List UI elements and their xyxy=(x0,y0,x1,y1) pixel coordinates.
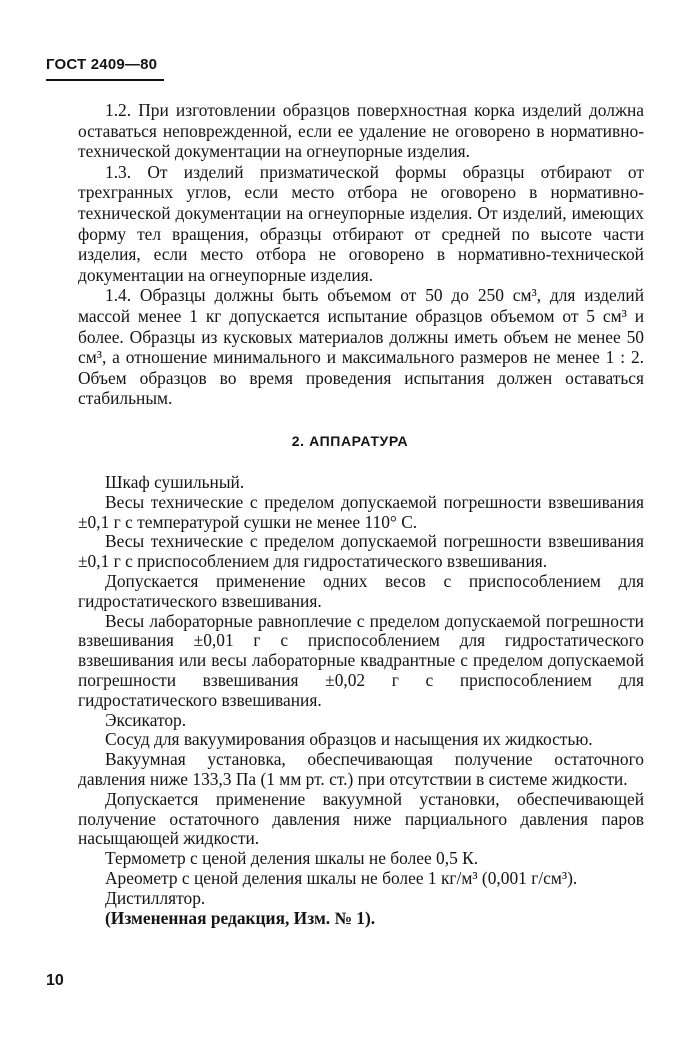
section-2-title: 2. АППАРАТУРА xyxy=(291,433,409,449)
equipment-laboratory-scales: Весы лабораторные равноплечие с пределом допускаемой погрешности взвешивания ±0,01 г с приспособлением для гидростатического взвешивания или весы лабораторные квадрантные с пределом допускаемой погрешности взвешивания ±0,02 г с приспособлением для гидростатического взвешивания. xyxy=(78,610,644,710)
standard-header: ГОСТ 2409—80 xyxy=(46,56,158,73)
section-2-body xyxy=(78,473,644,928)
amendment-note: (Измененная редакция, Изм. № 1). xyxy=(105,907,376,928)
paragraph-1-2: 1.2. При изготовлении образцов поверхностная корка изделий должна оставаться неповрежденной, если ее удаление не оговорено в нормативно-технической документации на огнеупорные изделия. xyxy=(78,100,644,162)
paragraph-1-4: 1.4. Образцы должны быть объемом от 50 до 250 см³, для изделий массой менее 1 кг допускается испытание образцов объемом от 5 см³ и более. Образцы из кусковых материалов должны иметь объем не менее 50 см³, а отношение минимального и максимального размеров не менее 1 : 2. Объем образцов во время проведения испытания должен оставаться стабильным. xyxy=(78,285,644,409)
equipment-hydrometer: Ареометр с ценой деления шкалы не более 1 кг/м³ (0,001 г/см³). xyxy=(105,867,578,888)
paragraph-1-3: 1.3. От изделий призматической формы образцы отбирают от трехгранных углов, если место отбора не оговорено в нормативно-технической документации на огнеупорные изделия. От изделий, имеющих форму тел вращения, образцы отбирают от средней по высоте части изделия, если место отбора не оговорено в нормативно-технической документации на огнеупорные изделия. xyxy=(78,161,644,285)
equipment-vacuum-unit: Вакуумная установка, обеспечивающая получение остаточного давления ниже 133,3 Па (1 мм рт. ст.) при отсутствии в системе жидкости. xyxy=(78,749,644,789)
header-rule xyxy=(46,79,164,81)
equipment-desiccator: Эксикатор. xyxy=(105,709,187,730)
page-number: 10 xyxy=(46,972,64,989)
equipment-drying-cabinet: Шкаф сушильный. xyxy=(105,472,245,492)
equipment-vacuum-unit-note: Допускается применение вакуумной установки, обеспечивающей получение остаточного давления ниже парциального давления паров насыщающей жидкости. xyxy=(78,788,644,849)
equipment-vacuum-vessel: Сосуд для вакуумирования образцов и насыщения их жидкостью. xyxy=(105,729,593,750)
equipment-thermometer: Термометр с ценой деления шкалы не более 0,5 К. xyxy=(105,848,479,869)
equipment-distiller: Дистиллятор. xyxy=(105,887,206,908)
equipment-technical-scales-drying: Весы технические с пределом допускаемой погрешности взвешивания ±0,1 г с температурой сушки не менее 110° С. xyxy=(78,491,644,532)
section-1-body xyxy=(78,100,644,409)
equipment-technical-scales-hydrostatic: Весы технические с пределом допускаемой погрешности взвешивания ±0,1 г с приспособлением для гидростатического взвешивания. xyxy=(78,531,644,572)
equipment-single-scales-note: Допускается применение одних весов с приспособлением для гидростатического взвешивания. xyxy=(78,570,644,611)
